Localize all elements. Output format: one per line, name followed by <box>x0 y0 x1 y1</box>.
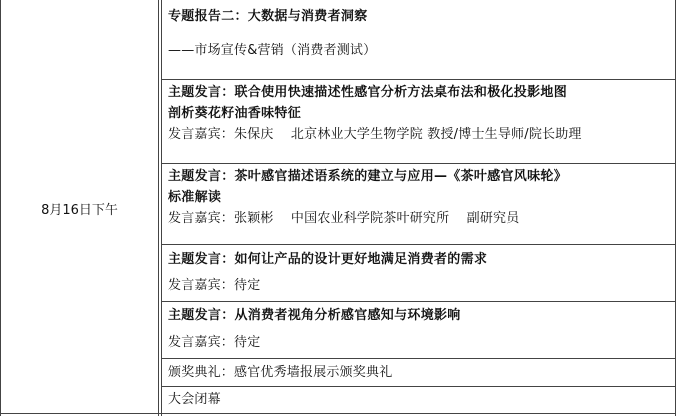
row-divider <box>161 163 676 164</box>
talk-speaker: 发言嘉宾：张颖彬 中国农业科学院茶叶研究所 副研究员 <box>168 211 520 226</box>
talk-speaker: 发言嘉宾：待定 <box>168 335 261 350</box>
talk-topic-line1: 主题发言：联合使用快速描述性感官分析方法桌布法和极化投影地图 <box>168 85 568 100</box>
talk-topic: 主题发言：从消费者视角分析感官感知与环境影响 <box>168 308 461 323</box>
session-row-talk-2 <box>168 166 668 229</box>
talk-speaker: 发言嘉宾：朱保庆 北京林业大学生物学院 教授/博士生导师/院长助理 <box>168 127 582 142</box>
date-cell <box>0 0 159 416</box>
column-divider-inner <box>161 0 162 416</box>
session-row-report <box>168 6 668 61</box>
session-row-talk-1 <box>168 82 668 145</box>
talk-topic-line2: 剖析葵花籽油香味特征 <box>168 106 302 121</box>
date-label: 8月16日下午 <box>41 202 118 218</box>
session-row-talk-4 <box>168 305 668 353</box>
row-divider <box>161 79 676 80</box>
talk-speaker: 发言嘉宾：待定 <box>168 278 261 293</box>
session-row-talk-3 <box>168 249 668 296</box>
row-divider <box>161 244 676 245</box>
row-divider <box>161 301 676 302</box>
closing-ceremony: 大会闭幕 <box>168 392 221 407</box>
report-title: 专题报告二：大数据与消费者洞察 <box>168 9 368 24</box>
talk-topic-line2: 标准解读 <box>168 190 222 205</box>
report-subtitle: ——市场宣传&营销（消费者测试） <box>168 43 377 58</box>
session-row-award <box>168 362 668 383</box>
award-ceremony: 颁奖典礼：感官优秀墙报展示颁奖典礼 <box>168 365 393 380</box>
row-divider <box>161 358 676 359</box>
talk-topic: 主题发言：如何让产品的设计更好地满足消费者的需求 <box>168 252 488 267</box>
row-divider <box>161 386 676 387</box>
session-row-closing <box>168 389 668 410</box>
talk-topic-line1: 主题发言：茶叶感官描述语系统的建立与应用—《茶叶感官风味轮》 <box>168 169 568 184</box>
